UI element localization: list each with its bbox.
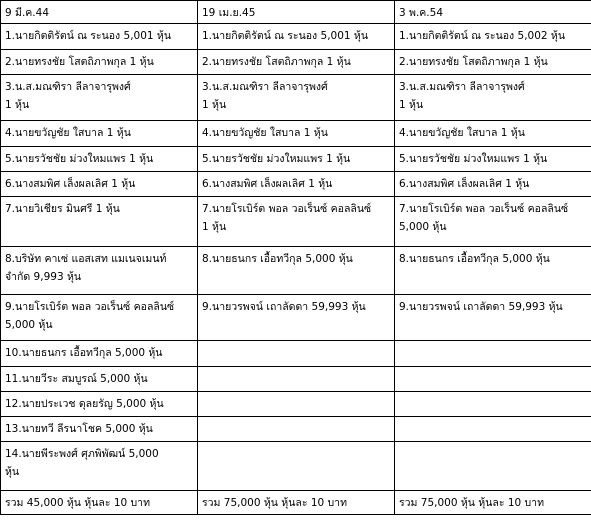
total-cell: รวม 75,000 หุ้น หุ้นละ 10 บาท — [198, 491, 395, 515]
table-cell: 8.นายธนกร เอื้อทวีกุล 5,000 หุ้น — [198, 247, 395, 295]
table-row — [1, 50, 591, 75]
table-row — [1, 341, 591, 367]
header-cell: 19 เม.ย.45 — [198, 1, 395, 24]
table-cell: 14.นายพีระพงศ์ ศุภพิพัฒน์ 5,000 หุ้น — [1, 442, 198, 491]
table-cell: 9.นายโรเบิร์ต พอล วอเร็นซ์ คอลลินซ์ 5,000 หุ้น — [1, 295, 198, 341]
table-row — [1, 442, 591, 491]
table-cell: 12.นายประเวช ดุลยรัญ 5,000 หุ้น — [1, 392, 198, 417]
table-cell: 3.น.ส.มณฑิรา ลีลาจารุพงศ์ 1 หุ้น — [198, 75, 395, 121]
table-cell: 5.นายรวัชชัย ม่วงใหมแพร 1 หุ้น — [395, 147, 591, 172]
total-cell: รวม 75,000 หุ้น หุ้นละ 10 บาท — [395, 491, 591, 515]
table-cell: 11.นายวีระ สมบูรณ์ 5,000 หุ้น — [1, 367, 198, 392]
table-row — [1, 392, 591, 417]
table-cell: 2.นายทรงชัย โสตถิภาพกุล 1 หุ้น — [1, 50, 198, 75]
table-cell — [395, 417, 591, 442]
table-cell: 9.นายวรพจน์ เถาลัดดา 59,993 หุ้น — [198, 295, 395, 341]
table-cell: 1.นายกิตติรัตน์ ณ ระนอง 5,001 หุ้น — [1, 24, 198, 50]
table-cell: 8.นายธนกร เอื้อทวีกุล 5,000 หุ้น — [395, 247, 591, 295]
table-row — [1, 295, 591, 341]
table-cell — [198, 367, 395, 392]
table-cell — [198, 442, 395, 491]
table-cell: 6.นางสมพิศ เล็งผลเลิศ 1 หุ้น — [198, 172, 395, 197]
header-cell: 3 พ.ค.54 — [395, 1, 591, 24]
table-row — [1, 24, 591, 50]
table-cell: 13.นายทวี ลีรนาโชค 5,000 หุ้น — [1, 417, 198, 442]
table-cell — [395, 442, 591, 491]
table-cell: 7.นายโรเบิร์ต พอล วอเร็นซ์ คอลลินซ์ 1 หุ้น — [198, 197, 395, 247]
table-cell: 6.นางสมพิศ เล็งผลเลิศ 1 หุ้น — [1, 172, 198, 197]
table-cell — [198, 417, 395, 442]
table-cell: 4.นายขวัญชัย ใสบาล 1 หุ้น — [1, 121, 198, 147]
table-cell — [395, 341, 591, 367]
table-cell: 7.นายโรเบิร์ต พอล วอเร็นซ์ คอลลินซ์ 5,000 หุ้น — [395, 197, 591, 247]
totals-row — [1, 491, 591, 515]
table-cell: 3.น.ส.มณฑิรา ลีลาจารุพงศ์ 1 หุ้น — [395, 75, 591, 121]
table-row — [1, 417, 591, 442]
table-cell: 1.นายกิตติรัตน์ ณ ระนอง 5,002 หุ้น — [395, 24, 591, 50]
table-cell: 5.นายรวัชชัย ม่วงใหมแพร 1 หุ้น — [198, 147, 395, 172]
header-cell: 9 มี.ค.44 — [1, 1, 198, 24]
header-row — [1, 1, 591, 24]
table-cell: 1.นายกิตติรัตน์ ณ ระนอง 5,001 หุ้น — [198, 24, 395, 50]
table-cell: 6.นางสมพิศ เล็งผลเลิศ 1 หุ้น — [395, 172, 591, 197]
table-cell — [395, 367, 591, 392]
table-cell — [395, 392, 591, 417]
table-cell: 8.บริษัท คาเซ่ แอสเสท แมเนจเมนท์ จำกัด 9,993 หุ้น — [1, 247, 198, 295]
table-cell — [198, 392, 395, 417]
table-row — [1, 121, 591, 147]
table-cell: 9.นายวรพจน์ เถาลัดดา 59,993 หุ้น — [395, 295, 591, 341]
table-cell: 2.นายทรงชัย โสตถิภาพกุล 1 หุ้น — [198, 50, 395, 75]
table-cell — [198, 341, 395, 367]
total-cell: รวม 45,000 หุ้น หุ้นละ 10 บาท — [1, 491, 198, 515]
table-row — [1, 172, 591, 197]
table-cell: 3.น.ส.มณฑิรา ลีลาจารุพงศ์ 1 หุ้น — [1, 75, 198, 121]
table-cell: 10.นายธนกร เอื้อทวีกุล 5,000 หุ้น — [1, 341, 198, 367]
table-cell: 7.นายวิเชียร มินศรี 1 หุ้น — [1, 197, 198, 247]
table-row — [1, 197, 591, 247]
table-cell: 2.นายทรงชัย โสตถิภาพกุล 1 หุ้น — [395, 50, 591, 75]
table-row — [1, 75, 591, 121]
table-row — [1, 247, 591, 295]
table-row — [1, 147, 591, 172]
table-cell: 4.นายขวัญชัย ใสบาล 1 หุ้น — [198, 121, 395, 147]
table-row — [1, 367, 591, 392]
table-cell: 4.นายขวัญชัย ใสบาล 1 หุ้น — [395, 121, 591, 147]
table-cell: 5.นายรวัชชัย ม่วงใหมแพร 1 หุ้น — [1, 147, 198, 172]
